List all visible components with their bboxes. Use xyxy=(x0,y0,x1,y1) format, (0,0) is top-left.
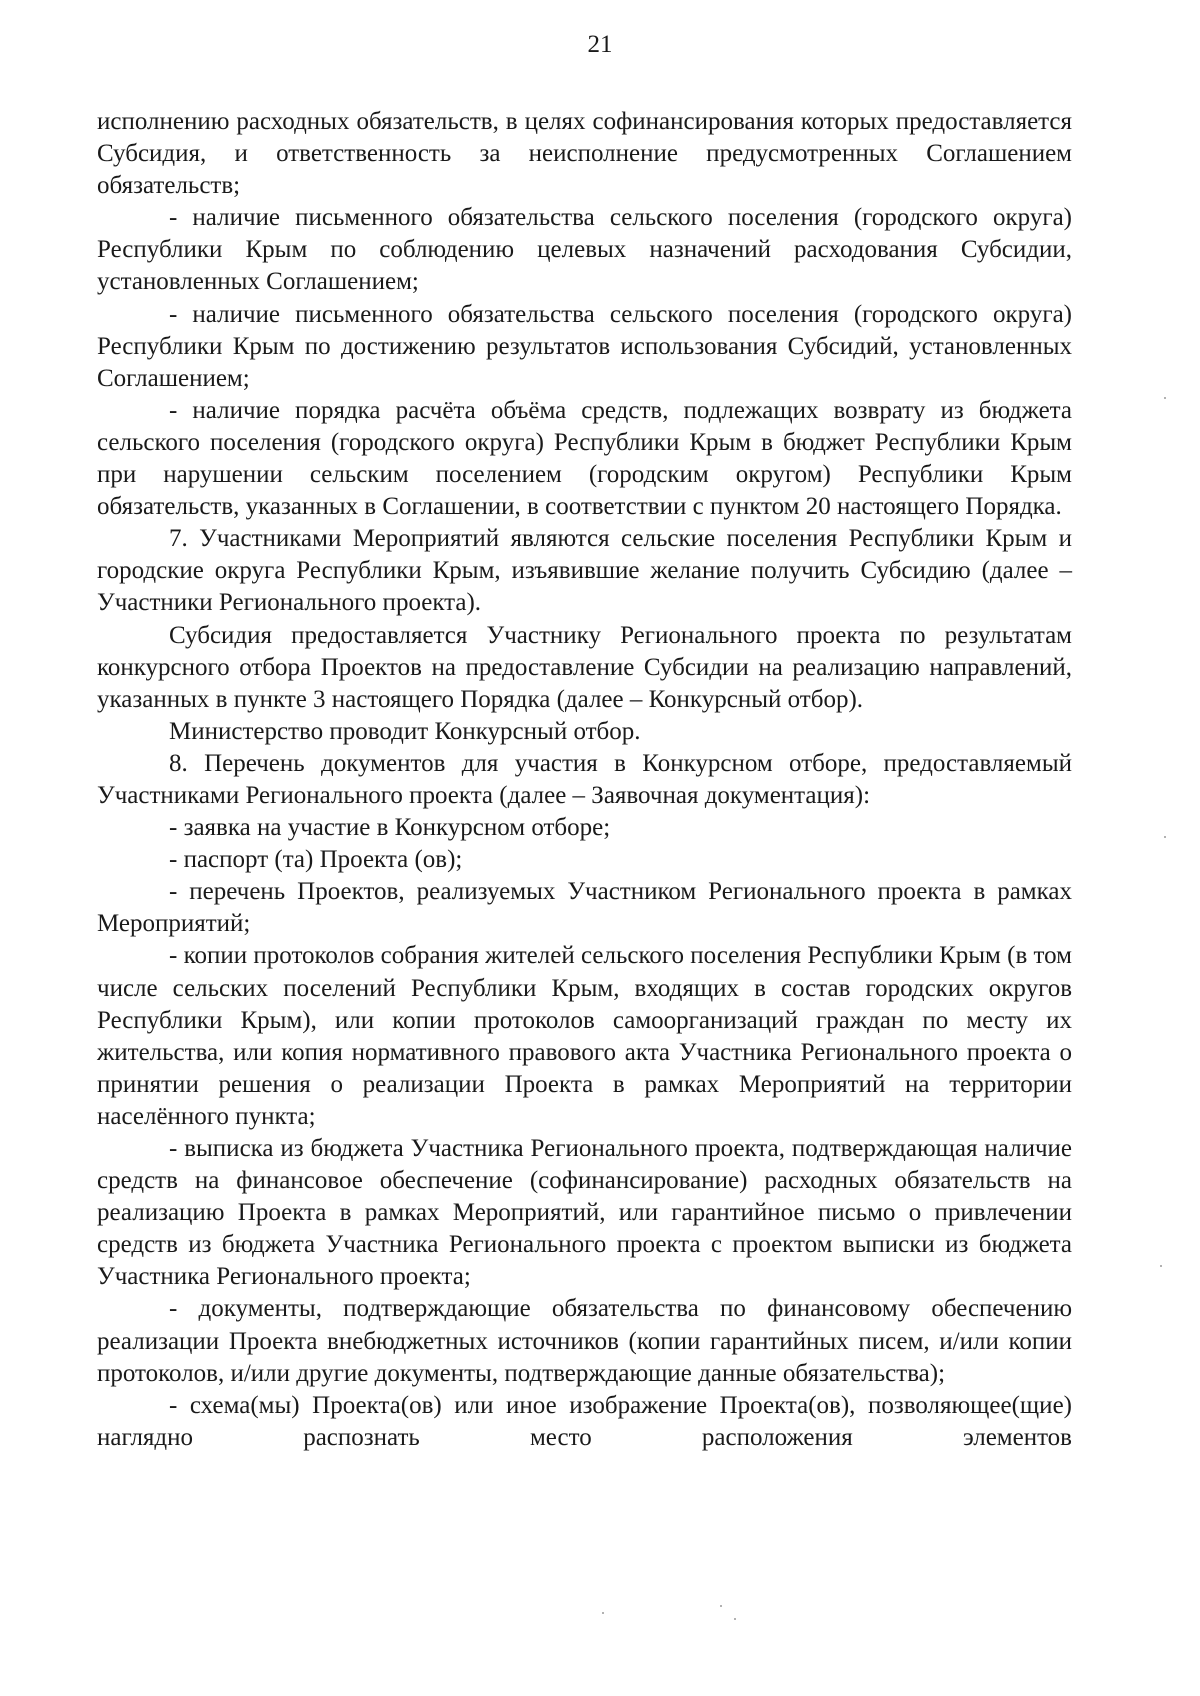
scan-speck xyxy=(602,1612,604,1614)
document-body xyxy=(97,106,1072,1454)
paragraph: - наличие порядка расчёта объёма средств, подлежащих возврату из бюджета сельского поселения (городского округа) Республики Крым в бюджет Республики Крым при нарушении сельским поселением (городским округом) Республики Крым обязательств, указанных в Соглашении, в соответствии с пунктом 20 настоящего Порядка. xyxy=(97,396,1072,521)
scan-speck xyxy=(1164,836,1166,838)
list-item: - документы, подтверждающие обязательства по финансовому обеспечению реализации Проекта внебюджетных источников (копии гарантийных писем, и/или копии протоколов, и/или другие документы, подтверждающие данные обязательства); xyxy=(97,1295,1072,1387)
list-item: - выписка из бюджета Участника Регионального проекта, подтверждающая наличие средств на финансовое обеспечение (софинансирование) расходных обязательств на реализацию Проекта в рамках Мероприятий, или гарантийное письмо о привлечении средств из бюджета Участника Регионального проекта с проектом выписки из бюджета Участника Регионального проекта; xyxy=(97,1135,1072,1291)
paragraph: - наличие письменного обязательства сельского поселения (городского округа) Республики Крым по соблюдению целевых назначений расходования Субсидии, установленных Соглашением; xyxy=(97,204,1072,296)
scan-speck xyxy=(1160,1265,1162,1267)
paragraph: Министерство проводит Конкурсный отбор. xyxy=(169,717,641,745)
list-item: - заявка на участие в Конкурсном отборе; xyxy=(169,814,611,842)
paragraph: 8. Перечень документов для участия в Конкурсном отборе, предоставляемый Участниками Регионального проекта (далее – Заявочная документация): xyxy=(97,749,1072,809)
paragraph: исполнению расходных обязательств, в целях софинансирования которых предоставляется Субсидия, и ответственность за неисполнение предусмотренных Соглашением обязательств; xyxy=(97,108,1072,200)
paragraph: 7. Участниками Мероприятий являются сельские поселения Республики Крым и городские округа Республики Крым, изъявившие желание получить Субсидию (далее – Участники Регионального проекта). xyxy=(97,525,1072,617)
list-item: - схема(мы) Проекта(ов) или иное изображение Проекта(ов), позволяющее(щие) наглядно распознать место расположения элементов xyxy=(97,1391,1072,1451)
list-item: - копии протоколов собрания жителей сельского поселения Республики Крым (в том числе сельских поселений Республики Крым, входящих в состав городских округов Республики Крым), или копии протоколов самоорганизаций граждан по месту их жительства, или копия нормативного правового акта Участника Регионального проекта о принятии решения о реализации Проекта в рамках Мероприятий на территории населённого пункта; xyxy=(97,942,1072,1130)
list-item: - паспорт (та) Проекта (ов); xyxy=(169,846,463,874)
paragraph: - наличие письменного обязательства сельского поселения (городского округа) Республики Крым по достижению результатов использования Субсидий, установленных Соглашением; xyxy=(97,300,1072,392)
list-item: - перечень Проектов, реализуемых Участником Регионального проекта в рамках Мероприятий; xyxy=(97,878,1072,938)
scan-speck xyxy=(720,1605,722,1607)
page-number: 21 xyxy=(587,31,613,58)
paragraph: Субсидия предоставляется Участнику Регионального проекта по результатам конкурсного отбора Проектов на предоставление Субсидии на реализацию направлений, указанных в пункте 3 настоящего Порядка (далее – Конкурсный отбор). xyxy=(97,621,1072,713)
scan-speck xyxy=(734,1618,736,1620)
scan-speck xyxy=(1164,397,1166,399)
